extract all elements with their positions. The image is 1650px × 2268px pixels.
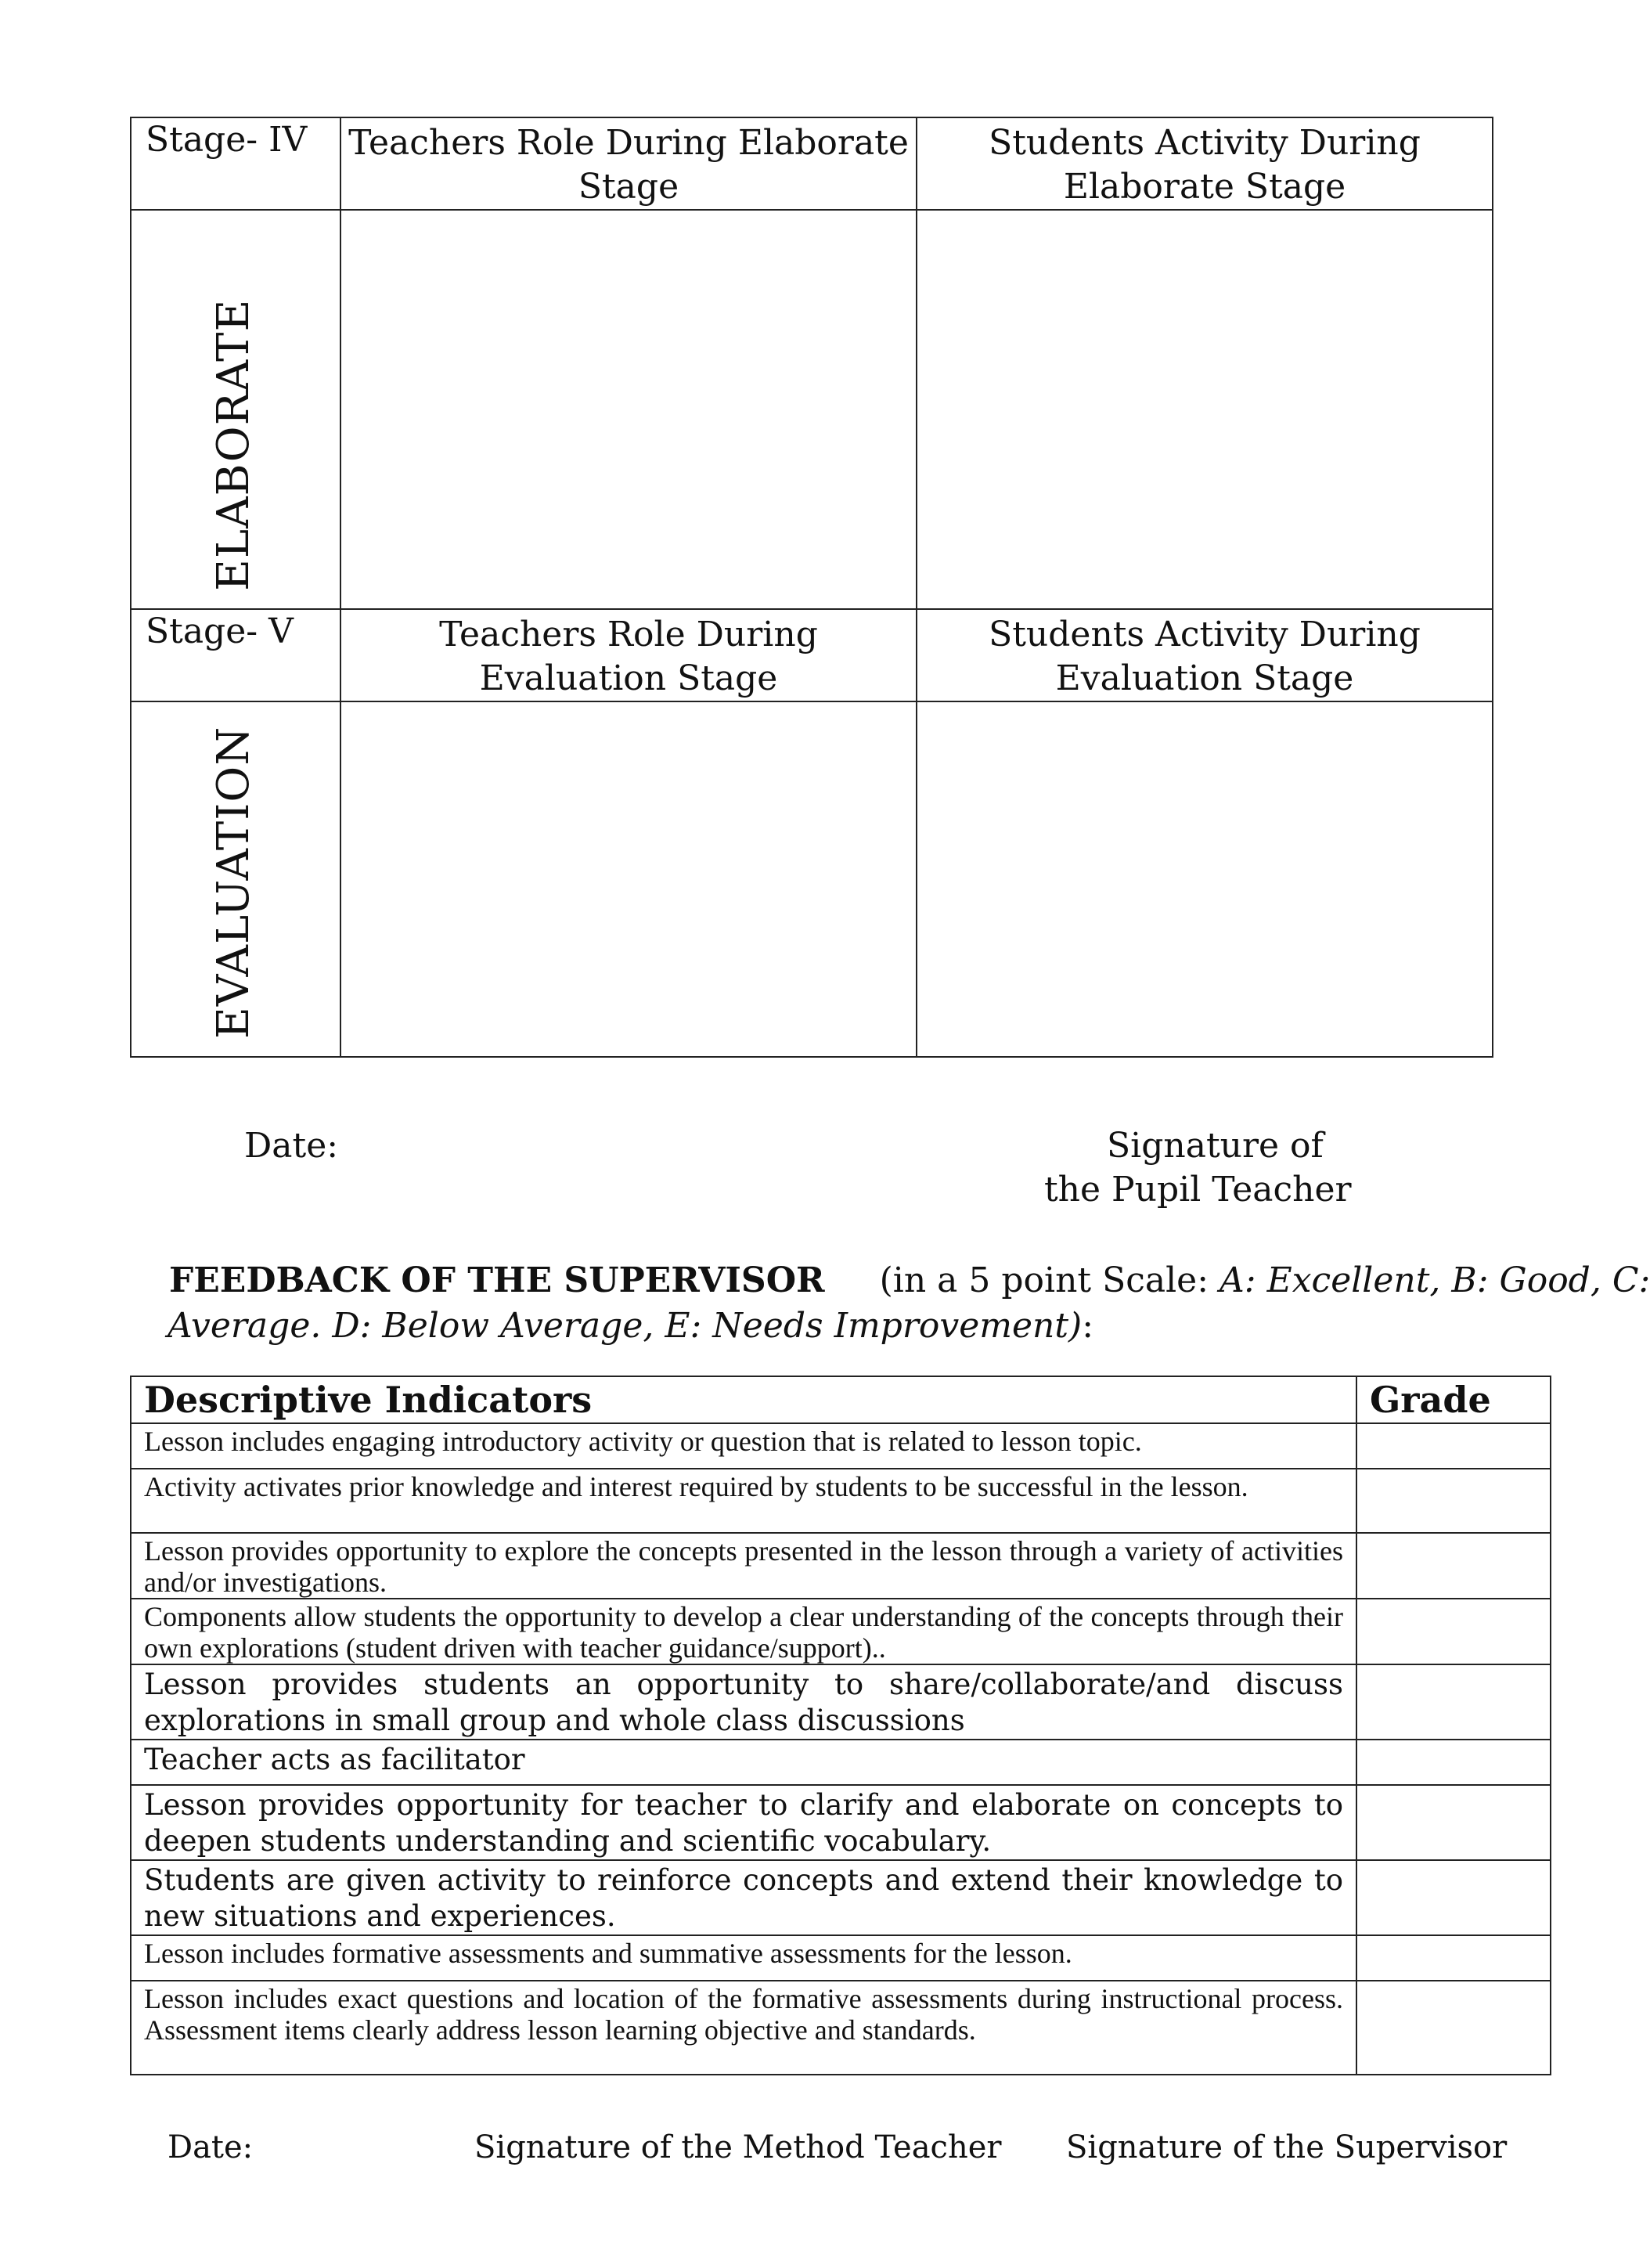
indicator-text: Lesson includes exact questions and location of the formative assessments during instructional process. Assessment items clearly address lesson learning objective and standards. (131, 1981, 1356, 2075)
indicator-text: Components allow students the opportunity to develop a clear understanding of the concepts through their own explorations (student driven with teacher guidance/support).. (131, 1599, 1356, 1664)
indicators-header-row (131, 1376, 1551, 1423)
elaborate-label-cell (131, 210, 340, 609)
table-row (131, 1469, 1551, 1533)
feedback-title: FEEDBACK OF THE SUPERVISOR (169, 1260, 825, 1300)
indicator-text: Lesson provides opportunity for teacher to clarify and elaborate on concepts to deepen students understanding and scientific vocabulary. (131, 1785, 1356, 1860)
teacher-role-elaborate-cell[interactable] (340, 210, 917, 609)
indicator-text: Lesson includes formative assessments and summative assessments for the lesson. (131, 1935, 1356, 1981)
evaluation-vertical-label: EVALUATION (208, 726, 259, 1039)
teacher-role-elaborate-header: Teachers Role During Elaborate Stage (340, 117, 917, 210)
evaluation-label-cell (131, 701, 340, 1057)
table-row (131, 1935, 1551, 1981)
grade-cell[interactable] (1356, 1740, 1551, 1785)
feedback-scale-line2: Average. D: Below Average, E: Needs Improvement) (168, 1306, 1083, 1346)
elaborate-vertical-label: ELABORATE (208, 298, 259, 591)
table-row (131, 1533, 1551, 1599)
pupil-date-label: Date: (244, 1126, 339, 1166)
indicator-text: Lesson includes engaging introductory activity or question that is related to lesson topic. (131, 1423, 1356, 1469)
stage-iv-header-row (131, 117, 1493, 210)
footer-date-label: Date: (168, 2129, 254, 2165)
teacher-role-evaluation-cell[interactable] (340, 701, 917, 1057)
feedback-scale-suffix: : (1082, 1306, 1094, 1346)
grade-cell[interactable] (1356, 1599, 1551, 1664)
table-row (131, 1981, 1551, 2075)
stage-iv-label: Stage- IV (131, 117, 340, 210)
table-row (131, 1664, 1551, 1740)
stage-v-header-row (131, 609, 1493, 701)
pupil-signature-line1: Signature of (1107, 1126, 1324, 1166)
student-activity-elaborate-header: Students Activity During Elaborate Stage (917, 117, 1493, 210)
grade-cell[interactable] (1356, 1469, 1551, 1533)
grade-header: Grade (1356, 1376, 1551, 1423)
pupil-signature-line2: the Pupil Teacher (1044, 1170, 1352, 1210)
stage-table (130, 117, 1493, 1058)
student-activity-evaluation-header: Students Activity During Evaluation Stage (917, 609, 1493, 701)
indicator-text: Lesson provides opportunity to explore the concepts presented in the lesson through a variety of activities and/or investigations. (131, 1533, 1356, 1599)
grade-cell[interactable] (1356, 1423, 1551, 1469)
indicator-text: Students are given activity to reinforce concepts and extend their knowledge to new situations and experiences. (131, 1860, 1356, 1935)
grade-cell[interactable] (1356, 1785, 1551, 1860)
indicator-text: Activity activates prior knowledge and interest required by students to be successful in the lesson. (131, 1469, 1356, 1533)
grade-cell[interactable] (1356, 1533, 1551, 1599)
supervisor-signature: Signature of the Supervisor (1066, 2129, 1508, 2165)
indicators-table (130, 1376, 1551, 2075)
table-row (131, 1740, 1551, 1785)
indicator-text: Lesson provides students an opportunity to share/collaborate/and discuss explorations in small group and whole class discussions (131, 1664, 1356, 1740)
feedback-heading-line1 (169, 1260, 1650, 1300)
grade-cell[interactable] (1356, 1981, 1551, 2075)
feedback-scale-items: A: Excellent, B: Good, C: (1219, 1260, 1650, 1300)
table-row (131, 1599, 1551, 1664)
evaluation-body-row (131, 701, 1493, 1057)
grade-cell[interactable] (1356, 1664, 1551, 1740)
descriptive-indicators-header: Descriptive Indicators (131, 1376, 1356, 1423)
table-row (131, 1860, 1551, 1935)
method-teacher-signature: Signature of the Method Teacher (474, 2129, 1002, 2165)
indicator-text: Teacher acts as facilitator (131, 1740, 1356, 1785)
elaborate-body-row (131, 210, 1493, 609)
table-row (131, 1785, 1551, 1860)
feedback-scale-prefix: (in a 5 point Scale: (879, 1260, 1220, 1300)
feedback-heading-line2 (168, 1306, 1093, 1346)
grade-cell[interactable] (1356, 1860, 1551, 1935)
student-activity-evaluation-cell[interactable] (917, 701, 1493, 1057)
table-row (131, 1423, 1551, 1469)
teacher-role-evaluation-header: Teachers Role During Evaluation Stage (340, 609, 917, 701)
student-activity-elaborate-cell[interactable] (917, 210, 1493, 609)
stage-v-label: Stage- V (131, 609, 340, 701)
grade-cell[interactable] (1356, 1935, 1551, 1981)
